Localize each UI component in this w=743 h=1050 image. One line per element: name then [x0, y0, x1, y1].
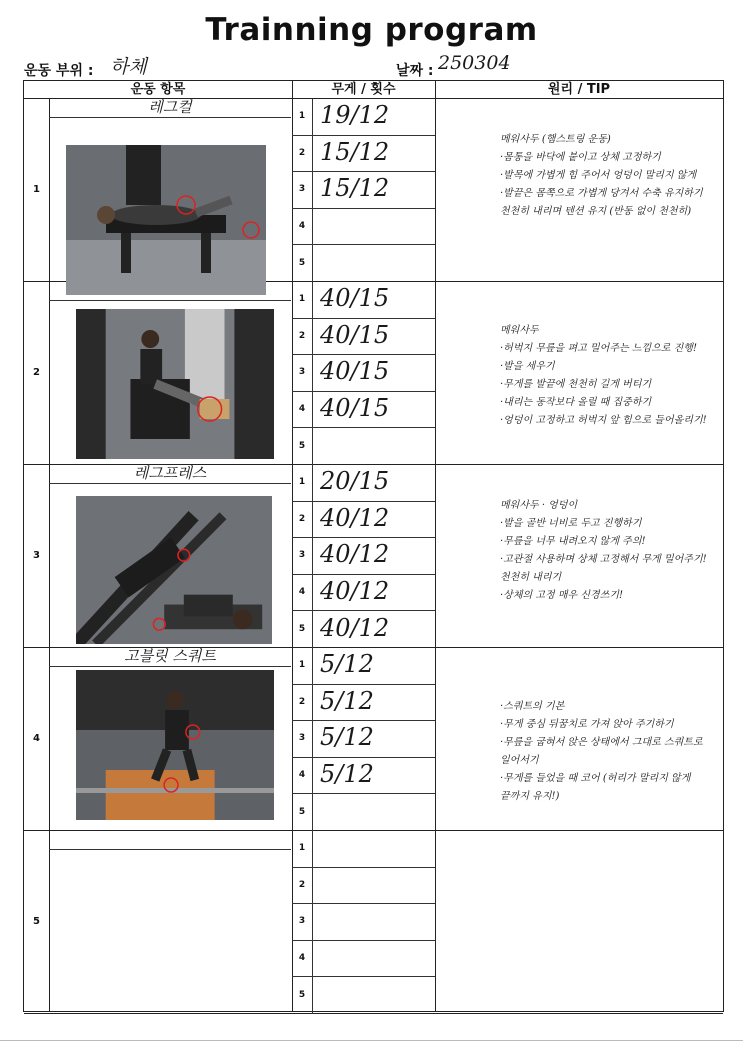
- exercise-name-row: [49, 282, 291, 301]
- tip-line: ·무게를 들었을 때 코어 (허리가 말리지 않게: [500, 773, 691, 784]
- header-weight-reps: 무게 / 횟수: [292, 81, 435, 99]
- set-number: 5: [298, 989, 306, 1000]
- body-part-value: 하체: [110, 56, 147, 78]
- body-part-label: 운동 부위 :: [24, 63, 94, 79]
- set-row: [292, 648, 435, 685]
- set-weight-reps: 15/12: [320, 137, 390, 166]
- exercise-name-row: [49, 99, 291, 118]
- block-number: 1: [33, 183, 40, 195]
- set-number: 4: [298, 404, 306, 415]
- set-number: 5: [298, 440, 306, 451]
- set-number: 2: [298, 879, 306, 890]
- header-tip: 원리 / TIP: [435, 81, 723, 99]
- set-row: [292, 758, 435, 795]
- set-row: [292, 209, 435, 246]
- exercise-photo: [66, 145, 266, 295]
- set-weight-reps: 5/12: [320, 723, 374, 752]
- tip-line: ·발목에 가볍게 힘 주어서 엉덩이 말리지 않게: [500, 170, 697, 181]
- set-weight-reps: 5/12: [320, 650, 374, 679]
- set-number: 3: [298, 367, 306, 378]
- set-row: [292, 538, 435, 575]
- tip-line: 메워사두: [500, 325, 539, 336]
- set-number: 4: [298, 770, 306, 781]
- tip-line: ·무게 중심 뒤꿈치로 가져 앉아 주기하기: [500, 719, 674, 730]
- set-row: [292, 977, 435, 1014]
- set-number: 2: [298, 330, 306, 341]
- block-number: 4: [33, 732, 40, 744]
- set-weight-reps: 20/15: [320, 467, 390, 496]
- block-number: 3: [33, 549, 40, 561]
- set-weight-reps: 40/12: [320, 540, 390, 569]
- tip-line: 천천히 내리며 텐션 유지 (반동 없이 천천히): [500, 206, 692, 217]
- tip-line: ·상체의 고정 매우 신경쓰기!: [500, 590, 623, 601]
- tip-line: ·허벅지 무릎을 펴고 밀어주는 느낌으로 진행!: [500, 343, 697, 354]
- exercise-photo: [76, 309, 274, 459]
- exercise-name-row: [49, 831, 291, 850]
- set-row: [292, 355, 435, 392]
- tip-line: ·엉덩이 고정하고 허벅지 앞 힘으로 들어올리기!: [500, 415, 707, 426]
- set-weight-reps: 40/12: [320, 503, 390, 532]
- set-weight-reps: 40/15: [320, 394, 390, 423]
- exercise-photo: [76, 670, 274, 820]
- set-row: [292, 721, 435, 758]
- tip-line: 끝까지 유지!): [500, 791, 560, 802]
- set-weight-reps: 15/12: [320, 174, 390, 203]
- set-row: [292, 245, 435, 282]
- exercise-block: [24, 648, 723, 831]
- exercise-block: [24, 465, 723, 648]
- exercise-block: [24, 282, 723, 465]
- date-label: 날짜 :: [396, 63, 434, 79]
- page-title: Trainning program: [205, 12, 538, 48]
- block-number: 2: [33, 366, 40, 378]
- set-row: [292, 868, 435, 905]
- set-row: [292, 136, 435, 173]
- set-number: 4: [298, 953, 306, 964]
- tip-list: [500, 698, 703, 806]
- set-row: [292, 831, 435, 868]
- set-number: 3: [298, 184, 306, 195]
- exercise-name-row: [49, 648, 291, 667]
- tip-line: ·무릎을 굽혀서 앉은 상태에서 그대로 스쿼트로: [500, 737, 703, 748]
- exercise-name: 레그컬: [148, 98, 192, 116]
- tip-line: ·무릎을 너무 내려오지 않게 주의!: [500, 536, 646, 547]
- exercise-block: [24, 831, 723, 1014]
- set-row: [292, 502, 435, 539]
- set-weight-reps: 40/15: [320, 320, 390, 349]
- exercise-name-row: [49, 465, 291, 484]
- tip-list: [500, 322, 707, 430]
- set-weight-reps: 40/15: [320, 357, 390, 386]
- exercise-name: 레그프레스: [133, 464, 207, 482]
- set-number: 5: [298, 806, 306, 817]
- set-number: 2: [298, 513, 306, 524]
- set-weight-reps: 5/12: [320, 686, 374, 715]
- tip-line: 일어서기: [500, 755, 539, 766]
- set-number: 3: [298, 550, 306, 561]
- set-weight-reps: 40/15: [320, 284, 390, 313]
- set-row: [292, 392, 435, 429]
- program-table: [23, 80, 724, 1012]
- exercise-name: 고블릿 스쿼트: [124, 647, 216, 665]
- tip-line: ·고관절 사용하며 상체 고정해서 무게 밀어주기!: [500, 554, 707, 565]
- set-number: 3: [298, 733, 306, 744]
- exercise-photo: [76, 496, 272, 644]
- set-number: 5: [298, 623, 306, 634]
- date-value: 250304: [438, 52, 511, 74]
- set-number: 2: [298, 147, 306, 158]
- set-row: [292, 941, 435, 978]
- set-row: [292, 319, 435, 356]
- block-number: 5: [33, 915, 40, 927]
- tip-line: ·발끝은 몸쪽으로 가볍게 당겨서 수축 유지하기: [500, 188, 703, 199]
- tip-line: 메워사두 · 엉덩이: [500, 500, 578, 511]
- set-row: [292, 794, 435, 831]
- set-number: 5: [298, 257, 306, 268]
- set-number: 4: [298, 221, 306, 232]
- header-exercise: 운동 항목: [24, 81, 292, 99]
- set-row: [292, 465, 435, 502]
- set-number: 1: [298, 660, 306, 671]
- tip-line: 메워사두 (햄스트링 운동): [500, 134, 611, 145]
- set-row: [292, 575, 435, 612]
- set-row: [292, 428, 435, 465]
- exercise-block: [24, 99, 723, 282]
- tip-list: [500, 497, 707, 605]
- set-number: 2: [298, 696, 306, 707]
- set-weight-reps: 19/12: [320, 101, 390, 130]
- set-number: 1: [298, 843, 306, 854]
- set-row: [292, 685, 435, 722]
- set-number: 1: [298, 477, 306, 488]
- set-row: [292, 172, 435, 209]
- tip-list: [500, 131, 703, 221]
- tip-line: ·무게를 발끝에 천천히 길게 버티기: [500, 379, 652, 390]
- set-number: 4: [298, 587, 306, 598]
- set-row: [292, 611, 435, 648]
- set-weight-reps: 40/12: [320, 613, 390, 642]
- set-row: [292, 282, 435, 319]
- tip-line: ·내리는 동작보다 올릴 때 집중하기: [500, 397, 652, 408]
- set-row: [292, 99, 435, 136]
- meta-row: [24, 52, 725, 79]
- tip-line: 천천히 내리기: [500, 572, 562, 583]
- set-weight-reps: 5/12: [320, 760, 374, 789]
- set-row: [292, 904, 435, 941]
- tip-line: ·발을 골반 너비로 두고 진행하기: [500, 518, 642, 529]
- tip-line: ·몸통을 바닥에 붙이고 상체 고정하기: [500, 152, 661, 163]
- tip-line: ·스쿼트의 기본: [500, 701, 565, 712]
- set-weight-reps: 40/12: [320, 577, 390, 606]
- set-number: 1: [298, 294, 306, 305]
- tip-line: ·발을 세우기: [500, 361, 555, 372]
- set-number: 3: [298, 916, 306, 927]
- set-number: 1: [298, 111, 306, 122]
